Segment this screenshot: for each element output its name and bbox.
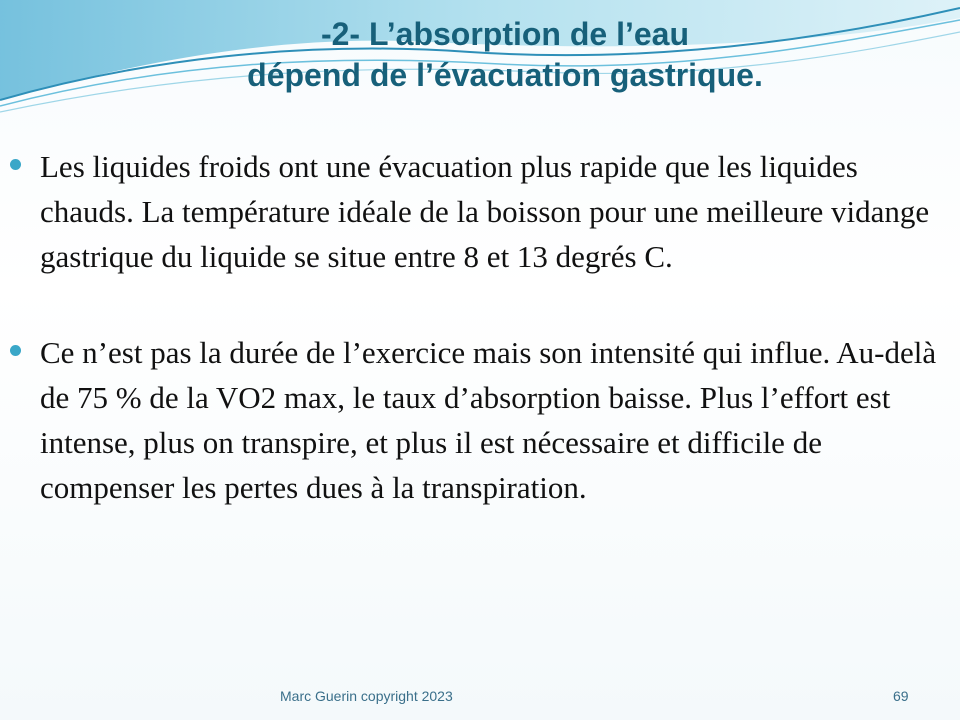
bullet-dot-icon — [10, 159, 21, 170]
title-line-2: dépend de l’évacuation gastrique. — [247, 57, 763, 93]
bullet-text-2: Ce n’est pas la durée de l’exercice mais son intensité qui influe. Au-delà de 75 % de la VO2 max, le taux d’absorption baisse. Plus l’effort est intense, plus on transpire, et plus il est nécessaire et difficile de compenser les pertes dues à la transpiration. — [40, 335, 937, 505]
bullet-item-1 — [40, 144, 952, 279]
slide-title — [150, 14, 860, 96]
bullet-item-2 — [40, 330, 952, 510]
footer-page-number: 69 — [893, 688, 909, 704]
footer-copyright: Marc Guerin copyright 2023 — [280, 688, 453, 704]
bullet-text-1: Les liquides froids ont une évacuation plus rapide que les liquides chauds. La température idéale de la boisson pour une meilleure vidange gastrique du liquide se situe entre 8 et 13 degrés C. — [40, 149, 930, 274]
bullet-dot-icon — [10, 345, 21, 356]
title-line-1: -2- L’absorption de l’eau — [320, 16, 690, 52]
